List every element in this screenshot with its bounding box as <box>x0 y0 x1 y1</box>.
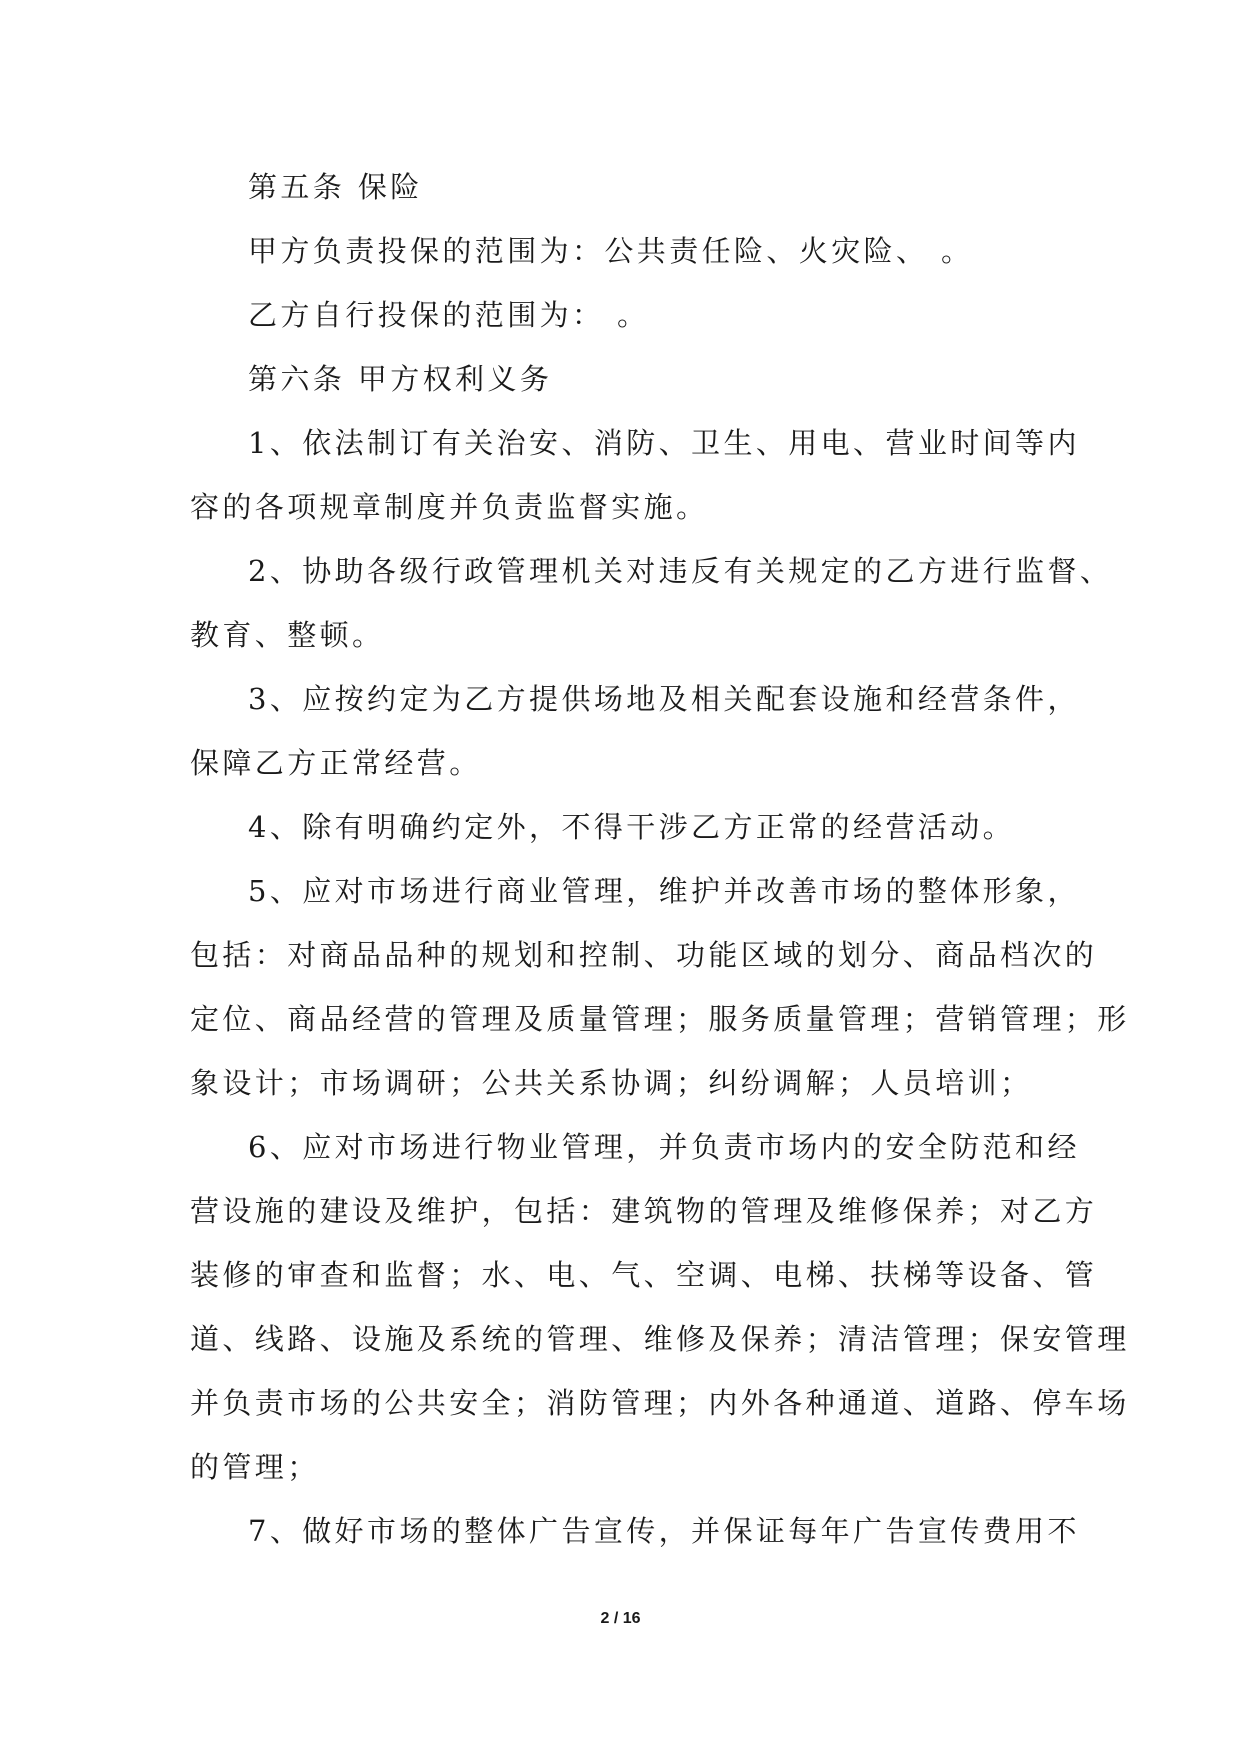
paragraph-line: 3、应按约定为乙方提供场地及相关配套设施和经营条件， <box>248 682 1080 716</box>
paragraph-line: 定位、商品经营的管理及质量管理；服务质量管理；营销管理；形 <box>190 1002 1130 1036</box>
paragraph-line: 7、做好市场的整体广告宣传，并保证每年广告宣传费用不 <box>248 1514 1080 1548</box>
paragraph-line: 乙方自行投保的范围为： 。 <box>248 298 650 332</box>
paragraph-line: 教育、整顿。 <box>190 618 385 652</box>
paragraph-line: 6、应对市场进行物业管理，并负责市场内的安全防范和经 <box>248 1130 1080 1164</box>
paragraph-line: 5、应对市场进行商业管理，维护并改善市场的整体形象， <box>248 874 1080 908</box>
paragraph-line: 道、线路、设施及系统的管理、维修及保养；清洁管理；保安管理 <box>190 1322 1130 1356</box>
page-number: 2 / 16 <box>600 1610 641 1627</box>
paragraph-line: 甲方负责投保的范围为：公共责任险、火灾险、 。 <box>248 234 974 268</box>
section-heading-6: 第六条 甲方权利义务 <box>248 362 553 396</box>
section-heading-5: 第五条 保险 <box>248 170 423 204</box>
paragraph-line: 并负责市场的公共安全；消防管理；内外各种通道、道路、停车场 <box>190 1386 1130 1420</box>
paragraph-line: 装修的审查和监督；水、电、气、空调、电梯、扶梯等设备、管 <box>190 1258 1098 1292</box>
paragraph-line: 容的各项规章制度并负责监督实施。 <box>190 490 709 524</box>
paragraph-line: 4、除有明确约定外，不得干涉乙方正常的经营活动。 <box>248 810 1016 844</box>
paragraph-line: 保障乙方正常经营。 <box>190 746 482 780</box>
paragraph-line: 2、协助各级行政管理机关对违反有关规定的乙方进行监督、 <box>248 554 1113 588</box>
paragraph-line: 包括：对商品品种的规划和控制、功能区域的划分、商品档次的 <box>190 938 1098 972</box>
paragraph-line: 1、依法制订有关治安、消防、卫生、用电、营业时间等内 <box>248 426 1080 460</box>
paragraph-line: 象设计；市场调研；公共关系协调；纠纷调解；人员培训； <box>190 1066 1033 1100</box>
document-body <box>190 155 1130 1563</box>
paragraph-line: 的管理； <box>190 1450 320 1484</box>
paragraph-line: 营设施的建设及维护，包括：建筑物的管理及维修保养；对乙方 <box>190 1194 1098 1228</box>
